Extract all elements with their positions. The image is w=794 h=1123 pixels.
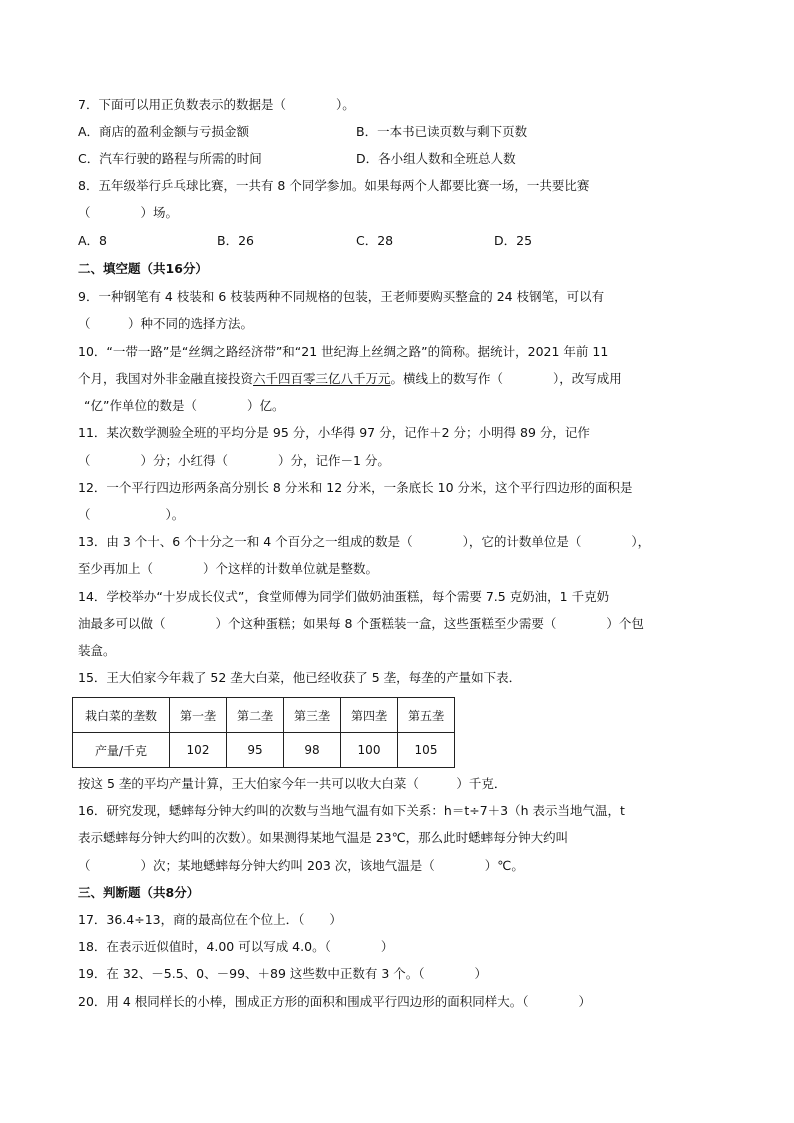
question-7-stem: 7．下面可以用正负数表示的数据是（ ）。	[78, 97, 355, 112]
question-13-line-2: 至少再加上（ ）个这样的计数单位就是整数。	[78, 561, 379, 576]
question-7-option-c: C．汽车行驶的路程与所需的时间	[78, 151, 262, 166]
question-14-line-1: 14．学校举办“十岁成长仪式”，食堂师傅为同学们做奶油蛋糕，每个需要 7.5 克奶油，1 千克奶	[78, 589, 610, 604]
question-8-line-1: 8．五年级举行乒乓球比赛，一共有 8 个同学参加。如果每两个人都要比赛一场，一共要比赛	[78, 178, 590, 193]
question-14-line-3: 装盒。	[78, 643, 116, 658]
yield-table-data-row	[73, 733, 455, 768]
question-20: 20．用 4 根同样长的小棒，围成正方形的面积和围成平行四边形的面积同样大。（ ）	[78, 994, 592, 1009]
question-10-underlined-number: 六千四百零三亿八千万元	[253, 371, 391, 386]
question-10-line-2-prefix: 个月，我国对外非金融直接投资	[78, 371, 254, 386]
question-19: 19．在 32、－5.5、0、－99、＋89 这些数中正数有 3 个。（ ）	[78, 966, 488, 981]
question-15-line-2: 按这 5 垄的平均产量计算，王大伯家今年一共可以收大白菜（ ）千克．	[78, 776, 507, 791]
question-9-line-2: （ ）种不同的选择方法。	[78, 316, 254, 331]
question-8-option-b: B．26	[217, 233, 254, 248]
question-7-option-d: D．各小组人数和全班总人数	[356, 151, 516, 166]
question-12-line-1: 12．一个平行四边形两条高分别长 8 分米和 12 分米，一条底长 10 分米，这个平行四边形的面积是	[78, 480, 633, 495]
question-9-line-1: 9．一种钢笔有 4 枝装和 6 枝装两种不同规格的包装，王老师要购买整盒的 24 枝钢笔，可以有	[78, 289, 605, 304]
question-10-line-2-suffix: 。横线上的数写作（ ），改写成用	[390, 371, 622, 386]
yield-table-cell: 98	[284, 733, 341, 768]
question-10-line-3: “亿”作单位的数是（ ）亿。	[84, 398, 285, 413]
yield-table	[72, 697, 455, 768]
question-13-line-1: 13．由 3 个十、6 个十分之一和 4 个百分之一组成的数是（ ），它的计数单位是（ ），	[78, 534, 651, 549]
question-15-line-1: 15．王大伯家今年栽了 52 垄大白菜，他已经收获了 5 垄，每垄的产量如下表．	[78, 670, 522, 685]
section-2-heading: 二、填空题（共16分）	[78, 261, 208, 276]
question-16-line-2: 表示蟋蟀每分钟大约叫的次数）。如果测得某地气温是 23℃，那么此时蟋蟀每分钟大约叫	[78, 830, 569, 845]
question-16-line-3: （ ）次；某地蟋蟀每分钟大约叫 203 次，该地气温是（ ）℃。	[78, 858, 524, 873]
question-8-option-d: D．25	[494, 233, 533, 248]
yield-table-header-cell: 第四垄	[341, 698, 398, 733]
question-8-line-2: （ ）场。	[78, 205, 179, 220]
question-8-option-a: A．8	[78, 233, 108, 248]
yield-table-header-cell: 第二垄	[227, 698, 284, 733]
yield-table-header-cell: 第一垄	[170, 698, 227, 733]
question-17: 17．36.4÷13，商的最高位在个位上．（ ）	[78, 912, 342, 927]
section-3-heading: 三、判断题（共8分）	[78, 885, 200, 900]
question-10-line-1: 10．“一带一路”是“丝绸之路经济带”和“21 世纪海上丝绸之路”的简称。据统计，2021 年前 11	[78, 344, 609, 359]
yield-table-header-cell: 栽白菜的垄数	[73, 698, 170, 733]
question-14-line-2: 油最多可以做（ ）个这种蛋糕；如果每 8 个蛋糕装一盒，这些蛋糕至少需要（ ）个包	[78, 616, 644, 631]
question-11-line-2: （ ）分；小红得（ ）分，记作－1 分。	[78, 453, 390, 468]
question-7-option-a: A．商店的盈利金额与亏损金额	[78, 124, 250, 139]
yield-table-cell: 100	[341, 733, 398, 768]
yield-table-cell: 产量/千克	[73, 733, 170, 768]
question-12-line-2: （ ）。	[78, 507, 185, 522]
yield-table-cell: 102	[170, 733, 227, 768]
yield-table-cell: 105	[398, 733, 455, 768]
yield-table-header-cell: 第三垄	[284, 698, 341, 733]
question-16-line-1: 16．研究发现，蟋蟀每分钟大约叫的次数与当地气温有如下关系：h＝t÷7＋3（h 表示当地气温，t	[78, 803, 625, 818]
question-7-option-b: B．一本书已读页数与剩下页数	[356, 124, 528, 139]
yield-table-header-row	[73, 698, 455, 733]
yield-table-cell: 95	[227, 733, 284, 768]
question-11-line-1: 11．某次数学测验全班的平均分是 95 分，小华得 97 分，记作＋2 分；小明得 89 分，记作	[78, 425, 590, 440]
question-18: 18．在表示近似值时，4.00 可以写成 4.0。（ ）	[78, 939, 394, 954]
yield-table-header-cell: 第五垄	[398, 698, 455, 733]
question-10-line-2	[78, 371, 622, 387]
question-8-option-c: C．28	[356, 233, 394, 248]
